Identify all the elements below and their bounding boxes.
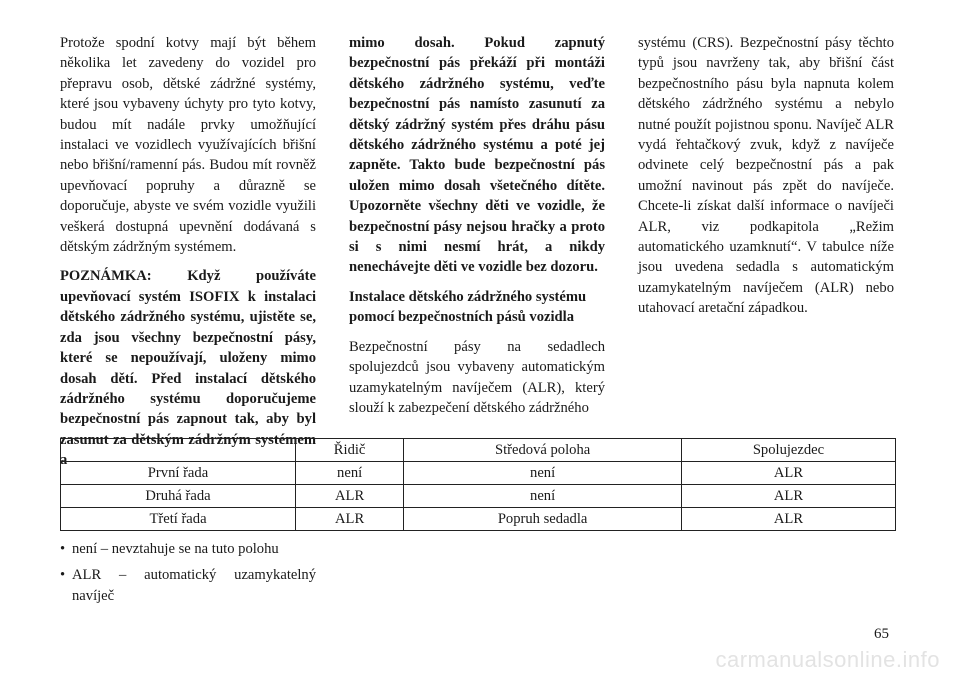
header-cell-driver: Řidič xyxy=(296,439,404,462)
table-header-row xyxy=(61,439,896,462)
header-cell-passenger: Spolujezdec xyxy=(681,439,895,462)
legend-text: není – nevztahuje se na tuto polohu xyxy=(72,541,279,557)
table-row xyxy=(61,508,896,531)
table-cell: Popruh sedadla xyxy=(404,508,682,531)
table-legend xyxy=(60,539,316,612)
warning-continuation: mimo dosah. Pokud zapnutý bezpečnostní pás překáží při montáži dětského zádržného systému, veďte bezpečnostní pás namísto zasunutí za dětský zádržný systém přes dráhu pásu dětského zádržného systému a poté jej zapněte. Takto bude bezpečnostní pás uložen mimo dosah všetečného dítěte. Upozorněte všechny děti ve vozidle, že bezpečnostní pásy nejsou hračky a proto si s nimi nesmí hrát, a nikdy nenechávejte děti ve vozidle bez dozoru. xyxy=(349,35,605,276)
row-label: První řada xyxy=(61,462,296,485)
legend-item xyxy=(60,565,316,606)
seat-belt-table xyxy=(60,438,896,531)
intro-paragraph: Protože spodní kotvy mají být během několika let zavedeny do vozidel pro přepravu osob, dětské zádržné systémy, které jsou vybaveny úchyty pro tyto kotvy, budou mít nadále prvky umožňující instalaci ve vozidlech využívajících břišní nebo břišní/ramenní pás. Budou mít rovněž upevňovací popruhy a důrazně se doporučuje, abyste ve svém vozidle využili veškerá dostupná upevnění dodávaná s dětským zádržným systémem. xyxy=(60,35,316,256)
bullet-icon: • xyxy=(60,567,66,584)
text-column-right xyxy=(638,33,894,328)
note-text: Když používáte upevňovací systém ISOFIX k instalaci dětského zádržného systému, ujistěte se, zda jsou všechny bezpečnostní pásy, které se nepoužívají, uloženy mimo dosah dětí. Před instalací dětského zádržného systému doporučujeme bezpečnostní pás zapnout tak, aby byl zasunut za dětským zádržným systémem a xyxy=(60,268,316,469)
bullet-icon: • xyxy=(60,541,66,557)
table-cell: ALR xyxy=(681,485,895,508)
note-label: POZNÁMKA: xyxy=(60,268,152,285)
table-cell: není xyxy=(404,462,682,485)
section-paragraph: Bezpečnostní pásy na sedadlech spolujezdců jsou vybaveny automatickým uzamykatelným navíječem (ALR), který slouží k zabezpečení dětského zádržného xyxy=(349,338,605,416)
table-row xyxy=(61,485,896,508)
watermark: carmanualsonline.info xyxy=(715,647,940,672)
legend-text: ALR – automatický uzamykatelný navíječ xyxy=(72,567,316,604)
text-column-left xyxy=(60,33,316,480)
table-cell: není xyxy=(296,462,404,485)
table-cell: ALR xyxy=(681,508,895,531)
table-cell: ALR xyxy=(296,485,404,508)
row-label: Třetí řada xyxy=(61,508,296,531)
continuation-paragraph: systému (CRS). Bezpečnostní pásy těchto typů jsou navrženy tak, aby břišní část bezpečnostního pásu byla napnuta kolem dětského zádržného systému a nebylo nutné použít pojistnou sponu. Navíječ ALR vydá řehtačkový zvuk, když z navíječe odvinete celý bezpečnostní pás a pak umožní navinout pás zpět do navíječe. Chcete-li získat další informace o navíječi ALR, viz podkapitola „Režim automatického uzamknutí“. V tabulce níže jsou uvedena sedadla s automatickým uzamykatelným navíječem (ALR) nebo utahovací aretační západkou. xyxy=(638,35,894,317)
text-column-middle xyxy=(349,33,605,427)
header-cell-empty xyxy=(61,439,296,462)
table-row xyxy=(61,462,896,485)
legend-item xyxy=(60,539,316,559)
section-heading: Instalace dětského zádržného systému pomocí bezpečnostních pásů vozidla xyxy=(349,288,587,326)
page-number: 65 xyxy=(874,626,889,642)
table-cell: ALR xyxy=(296,508,404,531)
row-label: Druhá řada xyxy=(61,485,296,508)
table-cell: ALR xyxy=(681,462,895,485)
table-cell: není xyxy=(404,485,682,508)
header-cell-center: Středová poloha xyxy=(404,439,682,462)
